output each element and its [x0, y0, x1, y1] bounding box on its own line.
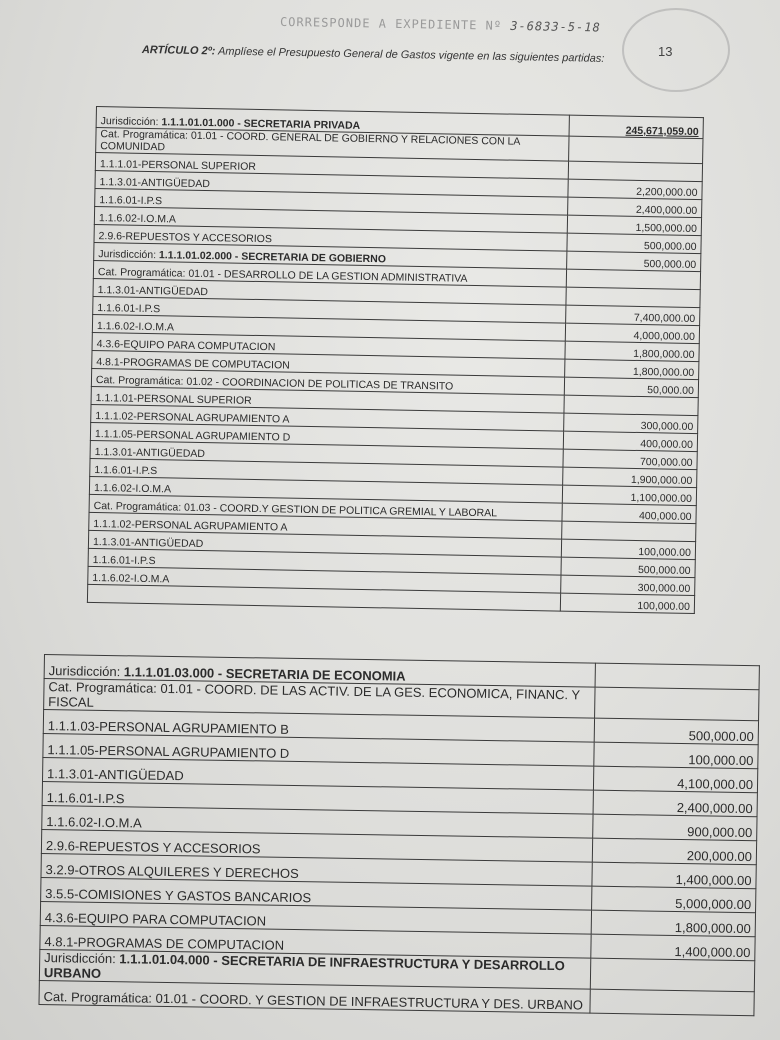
row-label: 4.3.6-EQUIPO PARA COMPUTACION: [40, 901, 591, 934]
budget-table-2: [38, 654, 759, 1016]
row-label: 1.1.1.01-PERSONAL SUPERIOR: [95, 153, 569, 180]
jurisdiction-prefix: Jurisdicción:: [100, 115, 162, 129]
row-label: 2.9.6-REPUESTOS Y ACCESORIOS: [41, 829, 592, 862]
row-label: 1.1.6.01-I.P.S: [95, 188, 569, 215]
row-label: 1.1.6.01-I.P.S: [93, 296, 567, 323]
row-label: 4.8.1-PROGRAMAS DE COMPUTACION: [92, 350, 566, 377]
row-amount: 100,000.00: [562, 539, 696, 559]
budget-table-1: [87, 106, 704, 614]
jurisdiction-prefix: Jurisdicción:: [48, 663, 124, 680]
row-label: Cat. Programática: 01.03 - COORD.Y GESTION DE POLITICA GREMIAL Y LABORAL: [89, 494, 563, 521]
row-amount: 1,800,000.00: [565, 341, 699, 361]
row-label: Cat. Programática: 01.01 - COORD. GENERAL DE GOBIERNO Y RELACIONES CON LA COMUNIDAD: [96, 128, 570, 162]
stamp-handwritten-number: 3-6833-5-18: [510, 18, 601, 35]
page-number: 13: [658, 44, 673, 59]
row-label: 1.1.3.01-ANTIGÜEDAD: [88, 530, 562, 557]
row-amount: 900,000.00: [592, 814, 757, 841]
row-amount: [595, 663, 760, 690]
row-amount: 1,900,000.00: [563, 467, 697, 487]
row-label: 1.1.6.01-I.P.S: [88, 548, 562, 575]
row-label: 1.1.1.05-PERSONAL AGRUPAMIENTO D: [90, 422, 564, 449]
row-label: 1.1.6.02-I.O.M.A: [42, 805, 593, 838]
row-amount: 100,000.00: [593, 742, 758, 769]
row-label: 1.1.6.02-I.O.M.A: [88, 566, 562, 593]
row-label: 3.5.5-COMISIONES Y GASTOS BANCARIOS: [41, 877, 592, 910]
jurisdiction-label: 1.1.1.01.01.000 - SECRETARIA PRIVADA: [161, 116, 361, 132]
row-amount: 100,000.00: [561, 593, 695, 613]
row-amount: 2,400,000.00: [593, 790, 758, 817]
row-label: 3.2.9-OTROS ALQUILERES Y DERECHOS: [41, 853, 592, 886]
row-amount: 4,000,000.00: [566, 323, 700, 343]
row-label: 1.1.1.01-PERSONAL SUPERIOR: [91, 386, 565, 413]
row-amount: 400,000.00: [562, 503, 696, 523]
row-amount: [589, 989, 754, 1016]
jurisdiction-label: 1.1.1.01.02.000 - SECRETARIA DE GOBIERNO: [158, 249, 387, 266]
row-label: Cat. Programática: 01.01 - COORD. Y GESTION DE INFRAESTRUCTURA Y DES. URBANO: [39, 980, 590, 1013]
row-amount: 4,100,000.00: [593, 766, 758, 793]
row-amount: 1,800,000.00: [565, 359, 699, 379]
row-amount: 500,000.00: [567, 251, 701, 271]
row-label: 1.1.3.01-ANTIGÜEDAD: [90, 440, 564, 467]
row-label: Cat. Programática: 01.02 - COORDINACION DE POLITICAS DE TRANSITO: [91, 368, 565, 395]
jurisdiction-prefix: Jurisdicción:: [98, 248, 160, 262]
expediente-stamp: [280, 15, 640, 35]
row-amount: 300,000.00: [561, 575, 695, 595]
row-amount: 245,671,059.00: [569, 115, 703, 138]
row-label: 1.1.1.05-PERSONAL AGRUPAMIENTO D: [43, 733, 594, 766]
article-label: ARTÍCULO 2º:: [141, 44, 216, 58]
stamp-text: CORRESPONDE A EXPEDIENTE Nº: [279, 14, 503, 33]
row-label: 2.9.6-REPUESTOS Y ACCESORIOS: [94, 224, 568, 251]
row-amount: 50,000.00: [565, 377, 699, 397]
row-label: 4.3.6-EQUIPO PARA COMPUTACION: [92, 332, 566, 359]
article-heading: [142, 44, 622, 65]
row-label: 4.8.1-PROGRAMAS DE COMPUTACION: [40, 925, 591, 958]
row-label: 1.1.6.01-I.P.S: [42, 781, 593, 814]
jurisdiction-prefix: Jurisdicción:: [44, 950, 120, 967]
jurisdiction-label: 1.1.1.01.03.000 - SECRETARIA DE ECONOMIA: [123, 664, 406, 684]
row-amount: 400,000.00: [564, 431, 698, 451]
row-amount: [594, 687, 759, 721]
row-amount: 1,500,000.00: [568, 215, 702, 235]
row-amount: 5,000,000.00: [591, 886, 756, 913]
row-amount: 1,400,000.00: [591, 862, 756, 889]
row-amount: 200,000.00: [592, 838, 757, 865]
jurisdiction-label: 1.1.1.01.04.000 - SECRETARIA DE INFRAESTRUCTURA Y DESARROLLO URBANO: [43, 951, 565, 981]
article-text: Amplíese el Presupuesto General de Gastos vigente en las siguientes partidas:: [217, 45, 605, 65]
row-label: Cat. Programática: 01.01 - COORD. DE LAS ACTIV. DE LA GES. ECONOMICA, FINANC. Y FISCAL: [44, 679, 595, 719]
row-amount: 500,000.00: [561, 557, 695, 577]
row-amount: 500,000.00: [567, 233, 701, 253]
row-label: 1.1.6.02-I.O.M.A: [89, 476, 563, 503]
row-label: Cat. Programática: 01.01 - DESARROLLO DE LA GESTION ADMINISTRATIVA: [93, 260, 567, 287]
row-label: 1.1.6.02-I.O.M.A: [94, 206, 568, 233]
row-amount: 300,000.00: [564, 413, 698, 433]
row-amount: [569, 136, 703, 163]
row-amount: [590, 958, 755, 992]
row-amount: 1,400,000.00: [590, 934, 755, 961]
row-amount: 1,800,000.00: [591, 910, 756, 937]
row-label: 1.1.1.02-PERSONAL AGRUPAMIENTO A: [89, 512, 563, 539]
row-amount: 500,000.00: [594, 718, 759, 745]
row-amount: 2,200,000.00: [568, 179, 702, 199]
row-label: 1.1.3.01-ANTIGÜEDAD: [95, 170, 569, 197]
row-label: 1.1.1.02-PERSONAL AGRUPAMIENTO A: [91, 404, 565, 431]
row-label: 1.1.6.02-I.O.M.A: [92, 314, 566, 341]
row-amount: 700,000.00: [563, 449, 697, 469]
row-label: 1.1.1.03-PERSONAL AGRUPAMIENTO B: [43, 710, 594, 743]
row-label: 1.1.3.01-ANTIGÜEDAD: [42, 757, 593, 790]
row-label: 1.1.6.01-I.P.S: [90, 458, 564, 485]
row-amount: 1,100,000.00: [563, 485, 697, 505]
row-amount: 2,400,000.00: [568, 197, 702, 217]
row-amount: 7,400,000.00: [566, 305, 700, 325]
row-label: 1.1.3.01-ANTIGÜEDAD: [93, 278, 567, 305]
